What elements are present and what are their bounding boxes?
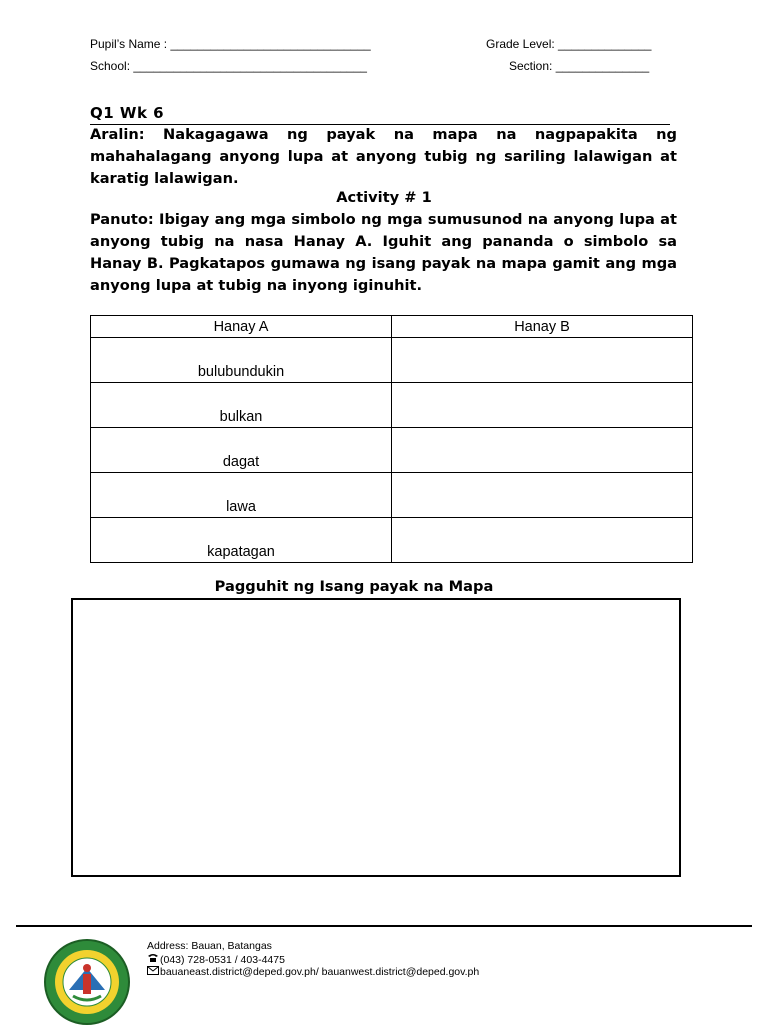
week-heading: Q1 Wk 6: [90, 104, 670, 125]
activity-title: Activity # 1: [336, 189, 432, 206]
school-field: School: ___________________________________: [90, 59, 367, 73]
footer-email[interactable]: bauaneast.district@deped.gov.ph/ bauanwest.district@deped.gov.ph: [160, 966, 480, 978]
column-header-hanay-a: Hanay A: [91, 316, 392, 338]
phone-icon: [147, 953, 160, 966]
hanay-b-answer-cell[interactable]: [392, 473, 693, 518]
footer-divider: [16, 925, 752, 927]
table-header-row: [91, 316, 693, 338]
grade-level-field: Grade Level: ______________: [486, 37, 652, 51]
envelope-icon: [147, 966, 160, 978]
footer-address: Address: Bauan, Batangas: [147, 940, 272, 952]
map-drawing-area[interactable]: [71, 598, 681, 877]
hanay-a-cell: dagat: [91, 428, 392, 473]
aralin-paragraph: Aralin: Nakagagawa ng payak na mapa na nagpapakita ng mahahalagang anyong lupa at anyong tubig ng sariling lalawigan at karatig lalawigan.: [90, 126, 677, 187]
hanay-a-cell: bulubundukin: [91, 338, 392, 383]
table-row: [91, 338, 693, 383]
section-field: Section: ______________: [509, 59, 650, 73]
column-header-hanay-b: Hanay B: [392, 316, 693, 338]
pupil-name-field: Pupil’s Name : ______________________________: [90, 37, 371, 51]
panuto-paragraph: Panuto: Ibigay ang mga simbolo ng mga sumusunod na anyong lupa at anyong tubig na nasa Hanay A. Iguhit ang pananda o simbolo sa Hanay B. Pagkatapos gumawa ng isang payak na mapa gamit ang mga anyong lupa at tubig na inyong iginuhit.: [90, 211, 677, 294]
hanay-b-answer-cell[interactable]: [392, 518, 693, 563]
table-row: [91, 473, 693, 518]
hanay-a-cell: bulkan: [91, 383, 392, 428]
map-title: Pagguhit ng Isang payak na Mapa: [214, 578, 494, 595]
hanay-a-cell: kapatagan: [91, 518, 392, 563]
hanay-b-answer-cell[interactable]: [392, 338, 693, 383]
hanay-a-cell: lawa: [91, 473, 392, 518]
hanay-table: [90, 315, 693, 563]
footer-email-line: [147, 966, 479, 978]
table-row: [91, 383, 693, 428]
footer-phone-line: [147, 953, 285, 966]
hanay-b-answer-cell[interactable]: [392, 428, 693, 473]
hanay-b-answer-cell[interactable]: [392, 383, 693, 428]
table-row: [91, 428, 693, 473]
district-logo: [43, 938, 131, 1026]
table-row: [91, 518, 693, 563]
footer-phone: (043) 728-0531 / 403-4475: [160, 954, 285, 966]
